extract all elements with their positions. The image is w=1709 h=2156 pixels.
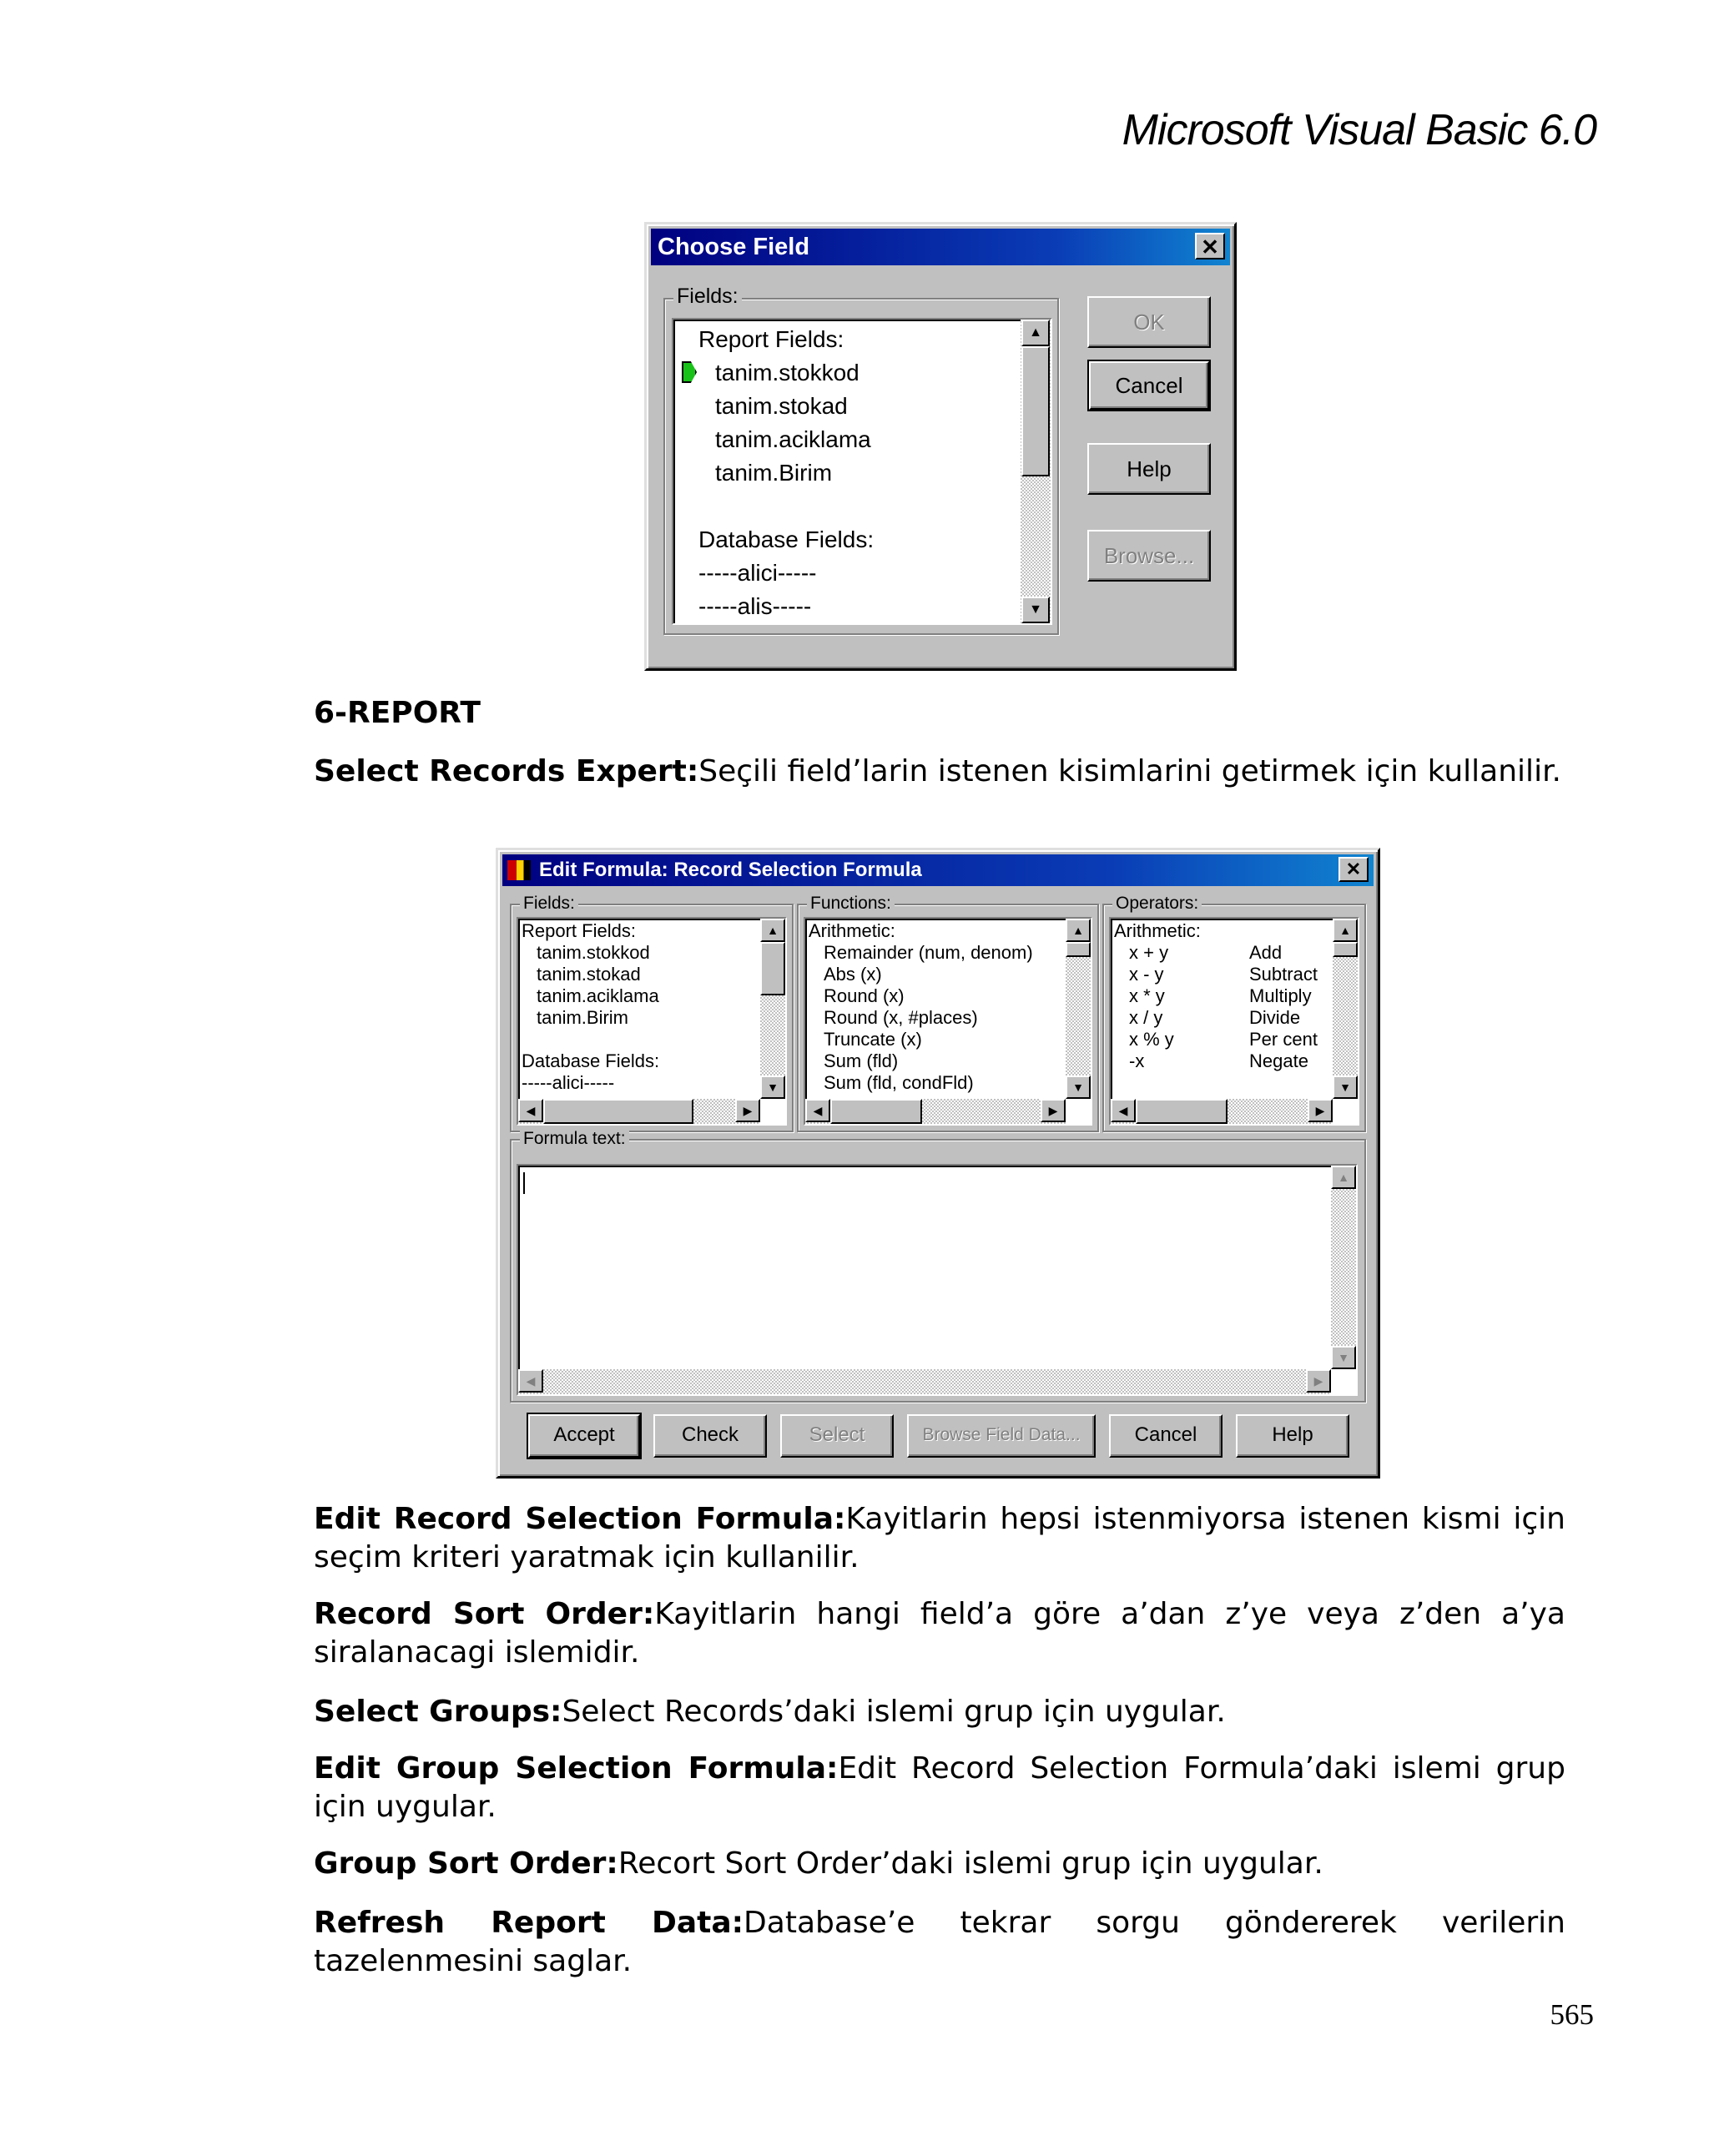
description: Edit Record Selection Formula’daki islemi grup için uygular. [314,1751,1565,1824]
operator-name[interactable]: Divide [1249,1007,1301,1028]
vertical-scrollbar[interactable] [1331,1166,1356,1369]
edit-formula-titlebar [502,854,1374,886]
horizontal-scrollbar[interactable] [1111,1099,1333,1124]
scroll-thumb[interactable] [1136,1099,1228,1124]
list-item[interactable]: Sum (fld) [824,1050,899,1071]
description: Seçili field’larin istenen kisimlarini getirmek için kullanilir. [698,754,1562,788]
horizontal-scrollbar[interactable] [805,1099,1066,1124]
term: Select Groups: [314,1695,562,1729]
term: Edit Record Selection Formula: [314,1502,846,1536]
scroll-up-icon[interactable]: ▲ [1333,919,1358,942]
dialog-title: Edit Formula: Record Selection Formula [539,859,922,881]
list-item[interactable]: Database Fields: [698,526,875,552]
list-item[interactable]: tanim.Birim [537,1007,629,1028]
paragraph-edit-record-selection-formula [314,1500,1565,1577]
browse-button[interactable]: Browse... [1087,530,1211,582]
scroll-right-icon[interactable]: ▶ [1041,1099,1066,1122]
choose-field-titlebar [651,229,1230,265]
list-item[interactable]: tanim.Birim [715,460,833,486]
list-item[interactable]: Database Fields: [522,1050,660,1071]
list-item[interactable]: tanim.stokkod [537,942,650,963]
list-item[interactable]: -----alici----- [522,1072,615,1093]
scroll-thumb[interactable] [830,1099,922,1124]
list-item[interactable]: tanim.aciklama [537,985,659,1006]
term: Refresh Report Data: [314,1906,744,1940]
help-button[interactable]: Help [1236,1414,1349,1458]
vertical-scrollbar[interactable] [1066,919,1091,1099]
list-item[interactable]: Round (x) [824,985,905,1006]
current-field-marker-icon [682,361,697,383]
description: Kayitlarin hepsi istenmiyorsa istenen kismi için seçim kriteri yaratmak için kullanilir. [314,1502,1565,1574]
close-icon[interactable]: ✕ [1338,857,1369,882]
functions-label: Functions: [807,894,895,914]
operator-symbol[interactable]: x - y [1129,964,1164,985]
list-item[interactable]: Remainder (num, denom) [824,942,1033,963]
paragraph-group-sort-order [314,1845,1565,1883]
ok-button[interactable]: OK [1087,296,1211,348]
scroll-up-icon[interactable]: ▲ [760,919,785,942]
cancel-button[interactable]: Cancel [1089,361,1209,410]
functions-listbox[interactable] [804,917,1092,1126]
scroll-thumb[interactable] [1021,346,1050,476]
section-heading: 6-REPORT [314,696,481,730]
browse-field-data-button[interactable]: Browse Field Data... [907,1414,1096,1458]
list-item[interactable]: -----alici----- [698,560,817,586]
fields-listbox[interactable] [672,318,1052,625]
list-item[interactable]: Arithmetic: [809,920,895,941]
fields-group-label: Fields: [673,285,742,309]
list-item[interactable]: Arithmetic: [1114,920,1201,941]
scroll-down-icon[interactable]: ▼ [1333,1075,1358,1099]
horizontal-scrollbar[interactable] [518,1369,1331,1394]
list-item[interactable]: Sum (fld, condFld) [824,1072,974,1093]
scroll-left-icon[interactable]: ◀ [518,1369,543,1393]
edit-formula-dialog [496,848,1380,1478]
text-cursor [523,1172,525,1194]
paragraph-select-groups [314,1693,1565,1731]
formula-text-area[interactable] [517,1164,1358,1396]
list-item[interactable]: Report Fields: [698,326,844,352]
list-item[interactable]: -----alis----- [698,593,812,619]
operator-name[interactable]: Per cent [1249,1029,1318,1050]
fields-label: Fields: [520,894,578,914]
scroll-thumb[interactable] [760,942,785,995]
scroll-down-icon[interactable]: ▼ [1331,1346,1356,1369]
scroll-up-icon[interactable]: ▲ [1331,1166,1356,1189]
list-item[interactable]: tanim.aciklama [715,426,871,452]
paragraph-refresh-report-data [314,1904,1565,1981]
term: Record Sort Order: [314,1597,655,1631]
close-icon[interactable]: ✕ [1195,233,1225,259]
term: Select Records Expert: [314,754,699,788]
app-icon [507,860,531,880]
select-button[interactable]: Select [780,1414,894,1458]
description: Recort Sort Order’daki islemi grup için uygular. [618,1846,1323,1881]
horizontal-scrollbar[interactable] [518,1099,760,1124]
paragraph-edit-group-selection-formula [314,1750,1565,1826]
operator-symbol[interactable]: x / y [1129,1007,1163,1028]
scroll-down-icon[interactable]: ▼ [1066,1075,1091,1099]
operator-symbol[interactable]: -x [1129,1050,1145,1071]
list-item[interactable]: Round (x, #places) [824,1007,978,1028]
operators-listbox[interactable] [1109,917,1359,1126]
vertical-scrollbar[interactable] [1021,320,1051,623]
scroll-thumb[interactable] [1066,942,1091,957]
scroll-right-icon[interactable]: ▶ [735,1099,760,1122]
paragraph-record-sort-order [314,1595,1565,1672]
choose-field-dialog [644,222,1237,671]
scroll-thumb[interactable] [1333,942,1358,957]
list-item[interactable]: Abs (x) [824,964,882,985]
book-title-header: Microsoft Visual Basic 6.0 [1122,106,1596,154]
scroll-right-icon[interactable]: ▶ [1308,1099,1333,1122]
vertical-scrollbar[interactable] [760,919,785,1099]
scroll-left-icon[interactable]: ◀ [518,1099,543,1122]
list-item[interactable]: tanim.stokkod [715,360,860,385]
help-button[interactable]: Help [1087,443,1211,495]
vertical-scrollbar[interactable] [1333,919,1358,1099]
operator-name[interactable]: Subtract [1249,964,1318,985]
description: Kayitlarin hangi field’a göre a’dan z’ye veya z’den a’ya siralanacagi islemidir. [314,1597,1565,1670]
operator-symbol[interactable]: x + y [1129,942,1169,963]
fields-listbox[interactable] [517,917,787,1126]
accept-button[interactable]: Accept [528,1414,640,1458]
operator-name[interactable]: Multiply [1249,985,1312,1006]
description: Database’e tekrar sorgu göndererek verilerin tazelenmesini saglar. [314,1906,1565,1978]
operator-name[interactable]: Negate [1249,1050,1308,1071]
list-item[interactable]: tanim.stokad [715,393,848,419]
scroll-up-icon[interactable]: ▲ [1021,320,1050,346]
dialog-title: Choose Field [658,234,810,260]
scroll-down-icon[interactable]: ▼ [1021,597,1050,623]
list-item[interactable]: Report Fields: [522,920,636,941]
scroll-left-icon[interactable]: ◀ [1111,1099,1136,1122]
cancel-button[interactable]: Cancel [1109,1414,1223,1458]
operators-label: Operators: [1112,894,1202,914]
description: Select Records’daki islemi grup için uygular. [562,1695,1226,1729]
check-button[interactable]: Check [653,1414,767,1458]
term: Group Sort Order: [314,1846,618,1881]
scroll-left-icon[interactable]: ◀ [805,1099,830,1122]
operator-name[interactable]: Add [1249,942,1283,963]
operator-symbol[interactable]: x % y [1129,1029,1174,1050]
paragraph-select-records-expert [314,753,1565,791]
operator-symbol[interactable]: x * y [1129,985,1165,1006]
term: Edit Group Selection Formula: [314,1751,839,1786]
scroll-down-icon[interactable]: ▼ [760,1075,785,1099]
scroll-right-icon[interactable]: ▶ [1306,1369,1331,1393]
scroll-up-icon[interactable]: ▲ [1066,919,1091,942]
list-item[interactable]: tanim.stokad [537,964,641,985]
page-number: 565 [1550,1998,1594,2031]
formula-text-label: Formula text: [520,1129,629,1149]
list-item[interactable]: Truncate (x) [824,1029,922,1050]
scroll-thumb[interactable] [543,1099,693,1124]
